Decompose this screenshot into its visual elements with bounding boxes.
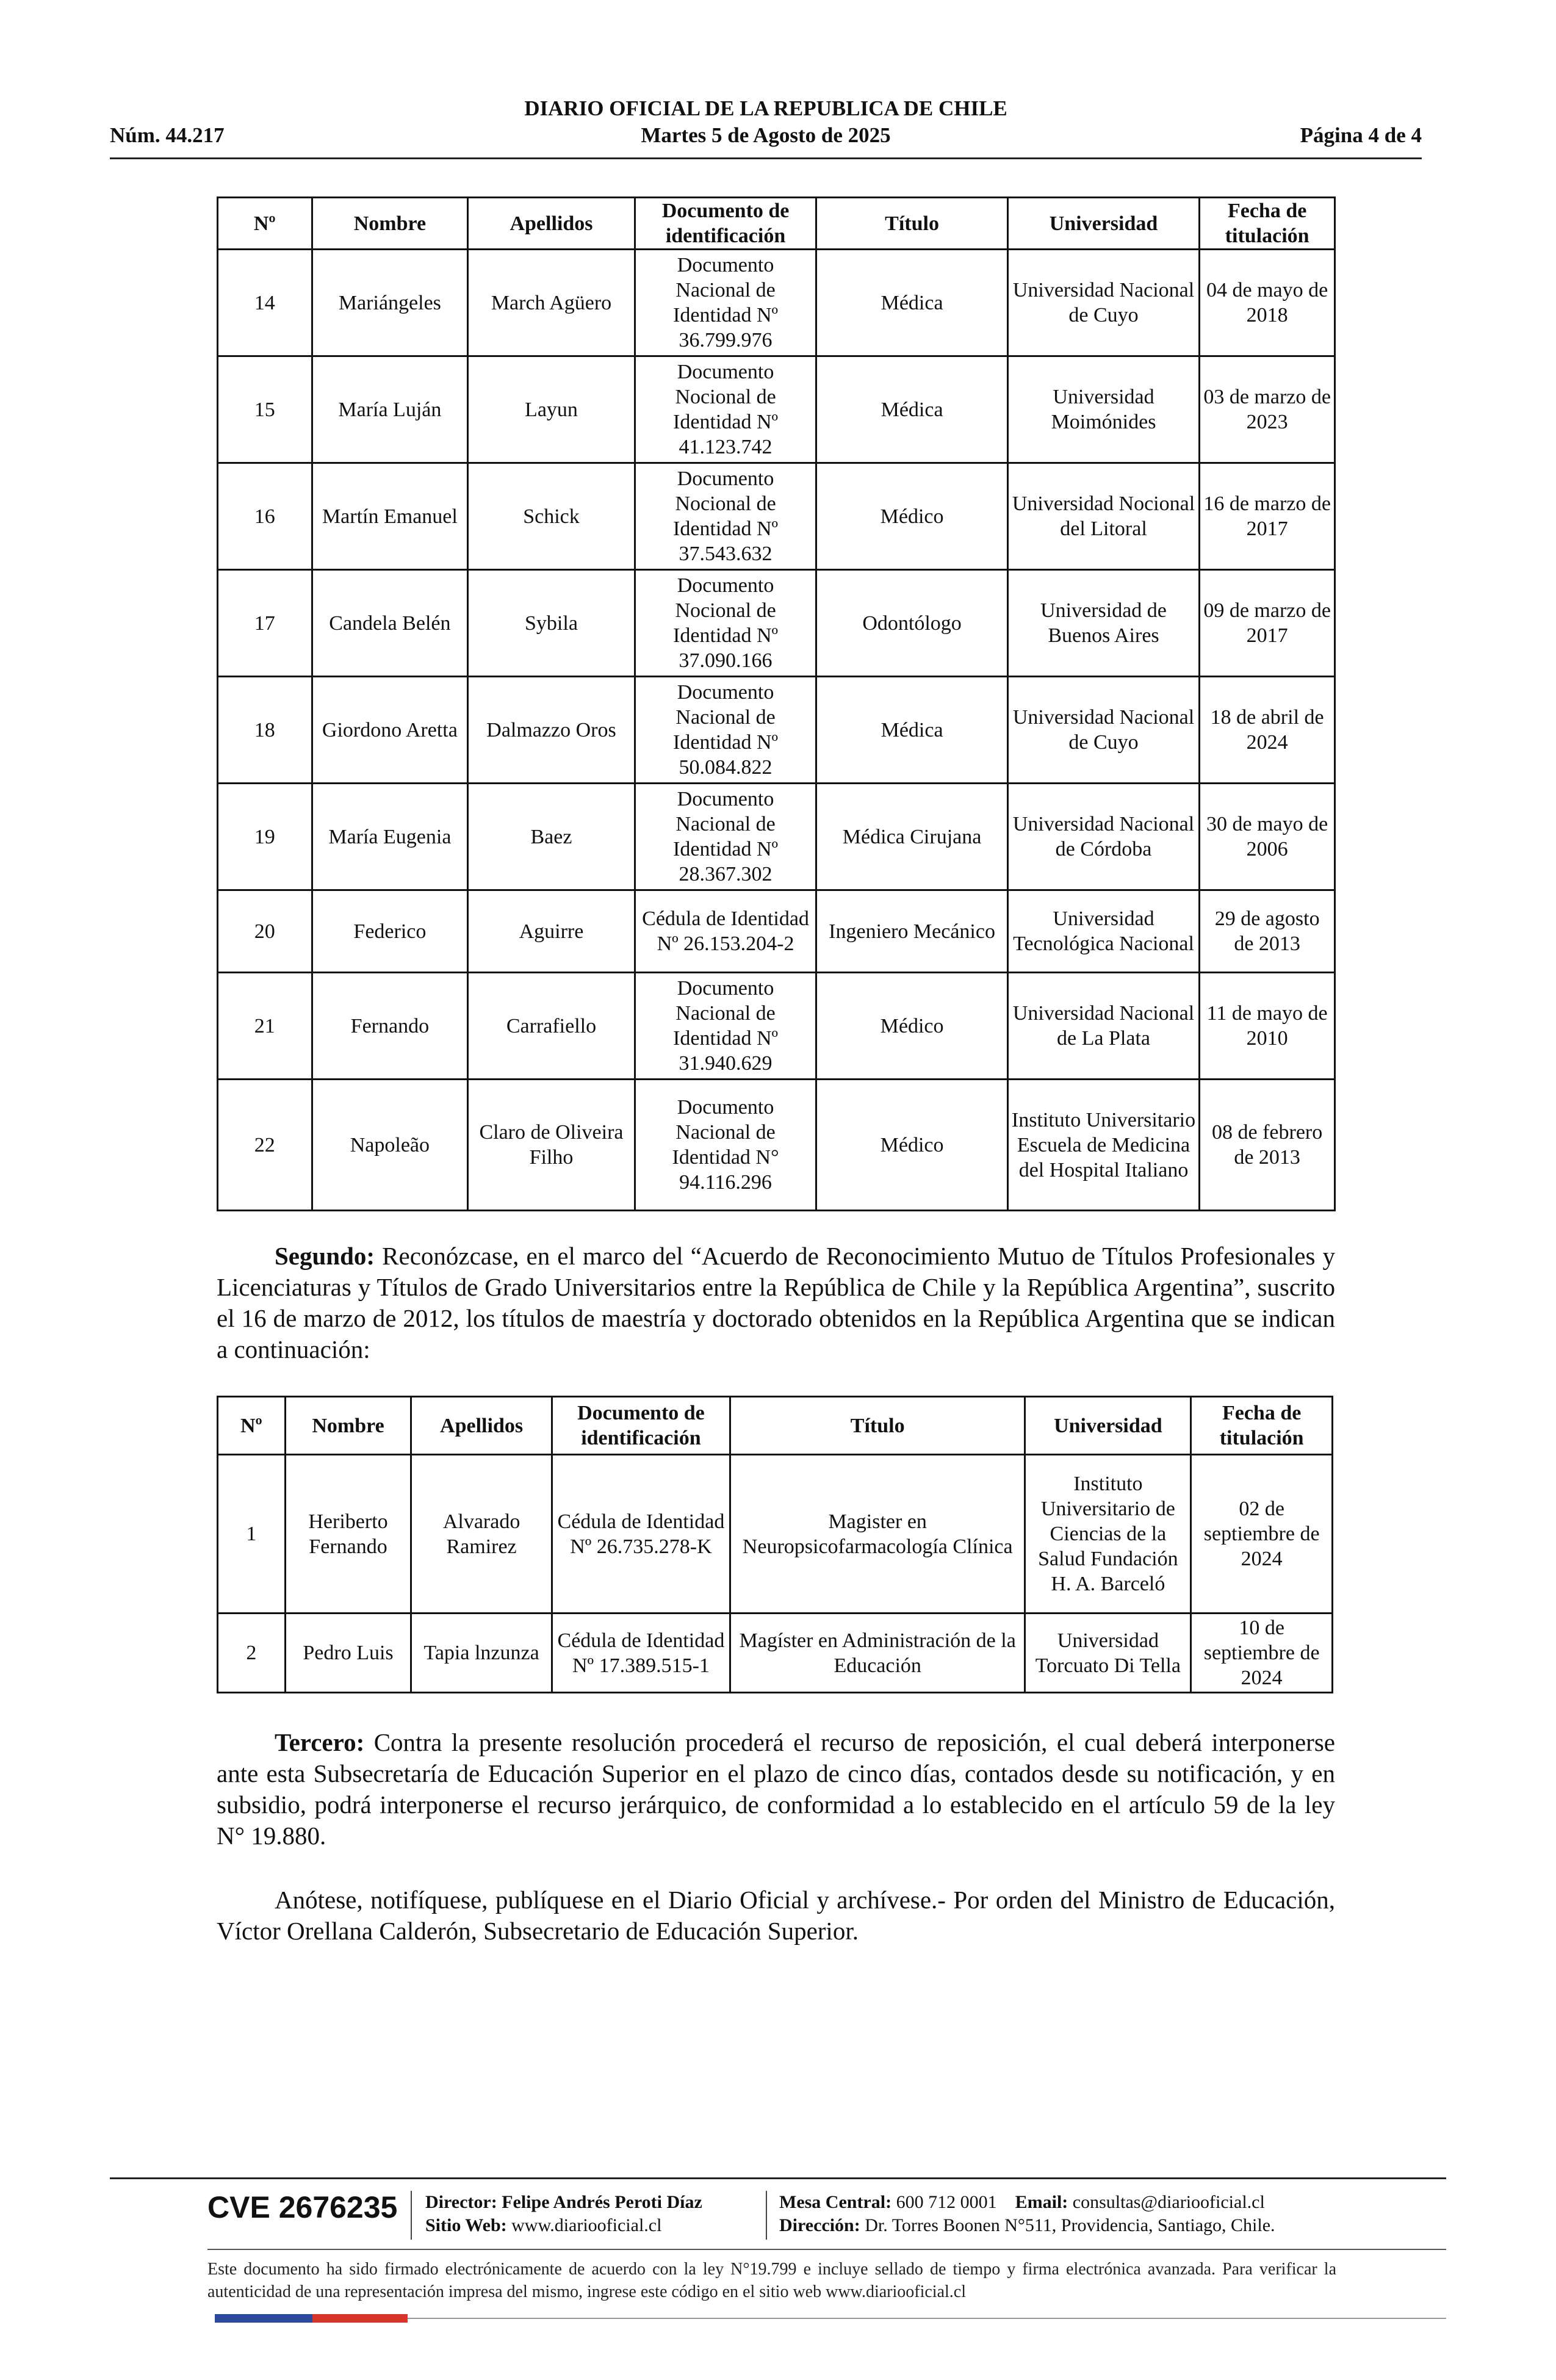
page-header	[110, 92, 1422, 159]
table-cell: Médica	[816, 250, 1007, 356]
segundo-label: Segundo:	[275, 1242, 375, 1270]
tercero-paragraph	[217, 1727, 1335, 1852]
table-row	[218, 463, 1335, 570]
table-cell: Aguirre	[468, 890, 635, 973]
column-header: Apellidos	[468, 198, 635, 250]
table-cell: Instituto Universitario de Ciencias de la Salud Fundación H. A. Barceló	[1025, 1455, 1191, 1614]
table-row	[218, 570, 1335, 677]
table-cell: 1	[218, 1455, 286, 1614]
column-header: Nombre	[285, 1397, 411, 1455]
table-cell: 18 de abril de 2024	[1200, 677, 1335, 784]
column-header: Fecha de titulación	[1200, 198, 1335, 250]
table-cell: Médica Cirujana	[816, 784, 1007, 890]
table-cell: Ingeniero Mecánico	[816, 890, 1007, 973]
table-cell: Universidad Moimónides	[1007, 356, 1199, 463]
professional-titles-table	[217, 197, 1336, 1211]
table-cell: Pedro Luis	[285, 1614, 411, 1693]
table-row	[218, 1080, 1335, 1211]
address-text: Dr. Torres Boonen N°511, Providencia, Santiago, Chile.	[865, 2215, 1275, 2235]
footer-divider-secondary	[207, 2249, 1446, 2250]
table-cell: 19	[218, 784, 312, 890]
table-cell: Sybila	[468, 570, 635, 677]
column-header: Nº	[218, 1397, 286, 1455]
website-link[interactable]: www.diariooficial.cl	[511, 2215, 662, 2235]
table-cell: 2	[218, 1614, 286, 1693]
table-cell: 08 de febrero de 2013	[1200, 1080, 1335, 1211]
table-cell: Carrafiello	[468, 973, 635, 1080]
closing-paragraph	[217, 1884, 1335, 1947]
table-cell: Candela Belén	[312, 570, 468, 677]
table-cell: Documento Nacional de Identidad Nº 50.084.822	[635, 677, 816, 784]
column-header: Apellidos	[411, 1397, 552, 1455]
table-cell: Universidad Nacional de Córdoba	[1007, 784, 1199, 890]
footer-separator	[411, 2191, 412, 2240]
table-cell: Universidad Nacional de Cuyo	[1007, 677, 1199, 784]
director-label: Director:	[425, 2192, 497, 2212]
table-cell: Alvarado Ramirez	[411, 1455, 552, 1614]
table-cell: 02 de septiembre de 2024	[1191, 1455, 1333, 1614]
column-header: Título	[730, 1397, 1025, 1455]
column-header: Universidad	[1007, 198, 1199, 250]
postgraduate-titles-table	[217, 1396, 1333, 1693]
segundo-text: Reconózcase, en el marco del “Acuerdo de Reconocimiento Mutuo de Títulos Profesionales y Licenciaturas y Títulos de Grado Universitarios entre la República de Chile y la República Argentina”, suscrito el 16 de marzo de 2012, los títulos de maestría y doctorado obtenidos en la República Argentina que se indican a continuación:	[217, 1242, 1336, 1363]
column-header: Nº	[218, 198, 312, 250]
table-cell: Giordono Aretta	[312, 677, 468, 784]
table-cell: Tapia lnzunza	[411, 1614, 552, 1693]
table-cell: Documento Nocional de Identidad Nº 37.090.166	[635, 570, 816, 677]
table-cell: Federico	[312, 890, 468, 973]
issue-number: Núm. 44.217	[110, 123, 225, 147]
table-cell: Odontólogo	[816, 570, 1007, 677]
table-cell: 18	[218, 677, 312, 784]
table-cell: Martín Emanuel	[312, 463, 468, 570]
table-row	[218, 356, 1335, 463]
newspaper-title: DIARIO OFICIAL DE LA REPUBLICA DE CHILE	[524, 96, 1007, 120]
issue-date: Martes 5 de Agosto de 2025	[641, 123, 891, 147]
table-header-row	[218, 1397, 1333, 1455]
table-cell: Layun	[468, 356, 635, 463]
table-cell: 15	[218, 356, 312, 463]
table-header-row	[218, 198, 1335, 250]
email-label: Email:	[1015, 2192, 1068, 2212]
table-cell: Claro de Oliveira Filho	[468, 1080, 635, 1211]
table-cell: Universidad Nacional de Cuyo	[1007, 250, 1199, 356]
column-header: Fecha de titulación	[1191, 1397, 1333, 1455]
table-cell: Médico	[816, 973, 1007, 1080]
table-row	[218, 890, 1335, 973]
footer-director-block	[425, 2191, 702, 2237]
table-cell: Universidad Torcuato Di Tella	[1025, 1614, 1191, 1693]
table-cell: Cédula de Identidad Nº 26.153.204-2	[635, 890, 816, 973]
table-cell: Heriberto Fernando	[285, 1455, 411, 1614]
table-cell: Mariángeles	[312, 250, 468, 356]
table-cell: Dalmazzo Oros	[468, 677, 635, 784]
table-cell: Baez	[468, 784, 635, 890]
column-header: Título	[816, 198, 1007, 250]
table-cell: Médico	[816, 1080, 1007, 1211]
table-cell: Universidad Nocional del Litoral	[1007, 463, 1199, 570]
column-header: Nombre	[312, 198, 468, 250]
legal-notice: Este documento ha sido firmado electrónicamente de acuerdo con la ley N°19.799 e incluye sellado de tiempo y firma electrónica avanzada. Para verificar la autenticidad de una representación impresa del mismo, ingrese este código en el sitio web www.diariooficial.cl	[207, 2260, 1336, 2301]
table-cell: 30 de mayo de 2006	[1200, 784, 1335, 890]
column-header: Universidad	[1025, 1397, 1191, 1455]
table-cell: Documento Nacional de Identidad Nº 28.367.302	[635, 784, 816, 890]
table-cell: Universidad Tecnológica Nacional	[1007, 890, 1199, 973]
table-cell: Fernando	[312, 973, 468, 1080]
table-cell: Magister en Neuropsicofarmacología Clínica	[730, 1455, 1025, 1614]
table-row	[218, 677, 1335, 784]
table-cell: Napoleão	[312, 1080, 468, 1211]
mesa-phone: 600 712 0001	[896, 2192, 997, 2212]
table-cell: Cédula de Identidad Nº 26.735.278-K	[552, 1455, 730, 1614]
table-cell: March Agüero	[468, 250, 635, 356]
flag-stripe-blue	[215, 2314, 312, 2323]
footer-bottom-line	[408, 2318, 1446, 2319]
table-cell: Magíster en Administración de la Educación	[730, 1614, 1025, 1693]
table-cell: 03 de marzo de 2023	[1200, 356, 1335, 463]
email-link[interactable]: consultas@diariooficial.cl	[1072, 2192, 1265, 2212]
address-label: Dirección:	[779, 2215, 860, 2235]
table-cell: 21	[218, 973, 312, 1080]
table-row	[218, 250, 1335, 356]
footer-separator	[766, 2191, 767, 2240]
segundo-paragraph	[217, 1241, 1335, 1365]
table-cell: 11 de mayo de 2010	[1200, 973, 1335, 1080]
table-cell: María Luján	[312, 356, 468, 463]
footer-contact-block	[779, 2191, 1275, 2237]
table-cell: Documento Nacional de Identidad Nº 36.799.976	[635, 250, 816, 356]
table-cell: Schick	[468, 463, 635, 570]
table-cell: Médico	[816, 463, 1007, 570]
table-cell: Instituto Universitario Escuela de Medicina del Hospital Italiano	[1007, 1080, 1199, 1211]
table-cell: Universidad de Buenos Aires	[1007, 570, 1199, 677]
table-cell: 22	[218, 1080, 312, 1211]
table-cell: 17	[218, 570, 312, 677]
table-cell: Médica	[816, 356, 1007, 463]
table-row	[218, 784, 1335, 890]
closing-text: Anótese, notifíquese, publíquese en el Diario Oficial y archívese.- Por orden del Ministro de Educación, Víctor Orellana Calderón, Subsecretario de Educación Superior.	[217, 1886, 1335, 1945]
table-cell: Médica	[816, 677, 1007, 784]
flag-stripe-red	[312, 2314, 408, 2323]
table-cell: 09 de marzo de 2017	[1200, 570, 1335, 677]
column-header: Documento de identificación	[635, 198, 816, 250]
table-cell: 04 de mayo de 2018	[1200, 250, 1335, 356]
table-cell: Universidad Nacional de La Plata	[1007, 973, 1199, 1080]
table-cell: 20	[218, 890, 312, 973]
table-row	[218, 973, 1335, 1080]
cve-code: CVE 2676235	[207, 2190, 398, 2224]
table-cell: 16 de marzo de 2017	[1200, 463, 1335, 570]
mesa-label: Mesa Central:	[779, 2192, 892, 2212]
table-cell: Documento Nocional de Identidad Nº 41.123.742	[635, 356, 816, 463]
table-row	[218, 1455, 1333, 1614]
table-cell: 29 de agosto de 2013	[1200, 890, 1335, 973]
tercero-text: Contra la presente resolución procederá el recurso de reposición, el cual deberá interponerse ante esta Subsecretaría de Educación Superior en el plazo de cinco días, contados desde su notificación, y en subsidio, podrá interponerse el recurso jerárquico, de conformidad a lo establecido en el artículo 59 de la ley N° 19.880.	[217, 1728, 1335, 1850]
header-divider	[110, 157, 1422, 159]
table-cell: 10 de septiembre de 2024	[1191, 1614, 1333, 1693]
table-cell: Documento Nacional de Identidad Nº 31.940.629	[635, 973, 816, 1080]
footer-divider	[110, 2177, 1446, 2179]
website-label: Sitio Web:	[425, 2215, 507, 2235]
table-cell: 14	[218, 250, 312, 356]
page-number: Página 4 de 4	[1300, 123, 1422, 147]
table-row	[218, 1614, 1333, 1693]
column-header: Documento de identificación	[552, 1397, 730, 1455]
table-cell: María Eugenia	[312, 784, 468, 890]
table-cell: Documento Nocional de Identidad Nº 37.543.632	[635, 463, 816, 570]
table-cell: Documento Nacional de Identidad N° 94.116.296	[635, 1080, 816, 1211]
table-cell: 16	[218, 463, 312, 570]
director-name: Felipe Andrés Peroti Díaz	[502, 2192, 702, 2212]
tercero-label: Tercero:	[275, 1728, 365, 1756]
table-cell: Cédula de Identidad Nº 17.389.515-1	[552, 1614, 730, 1693]
